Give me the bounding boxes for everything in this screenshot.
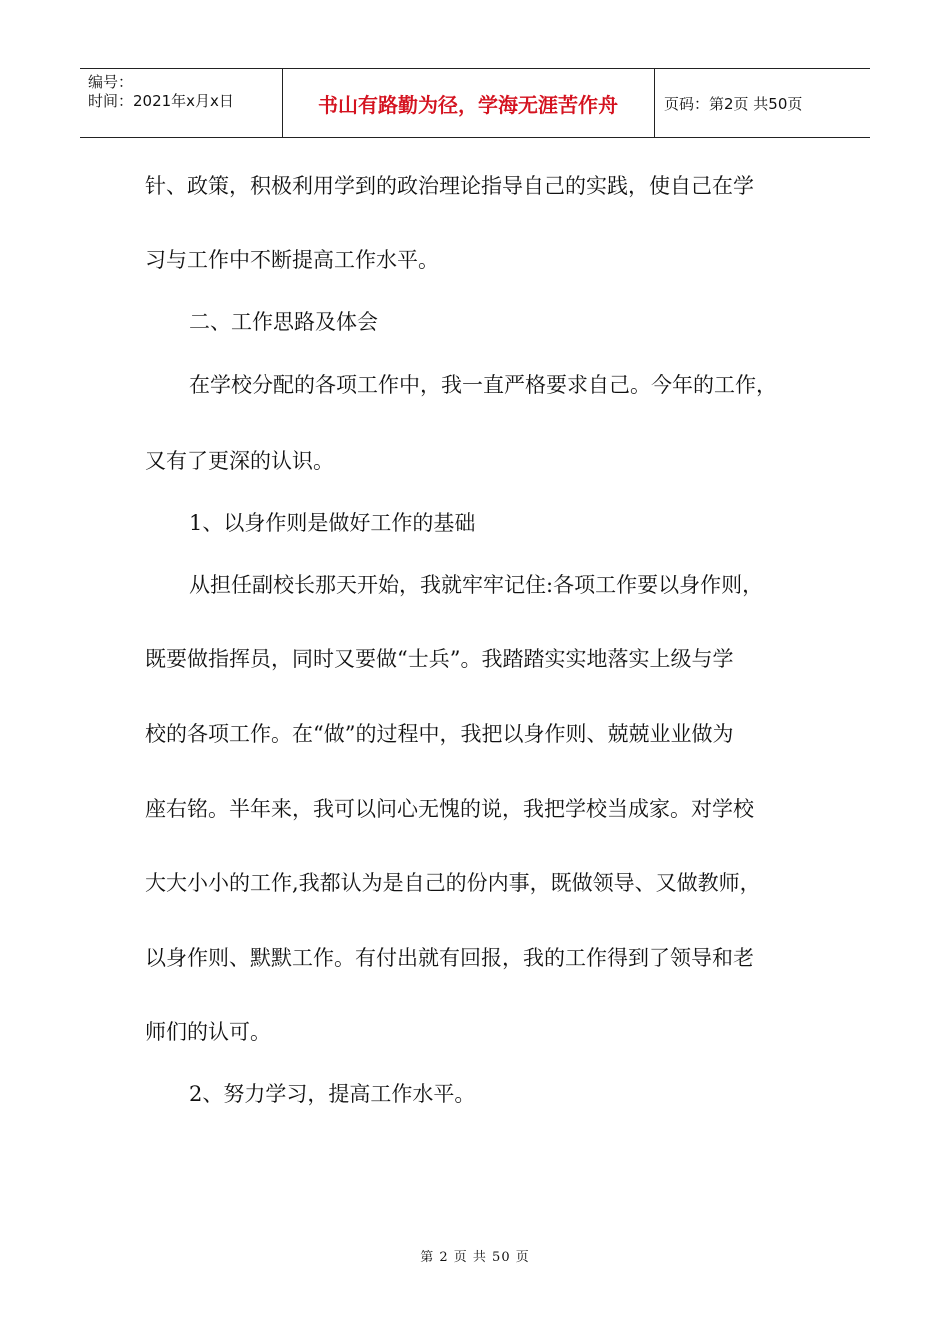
document-time-label: 时间：2021年x月x日 xyxy=(88,92,234,110)
body-line: 从担任副校长那天开始，我就牢牢记住:各项工作要以身作则， xyxy=(189,573,764,597)
body-line: 大大小小的工作,我都认为是自己的份内事，既做领导、又做教师， xyxy=(145,871,761,895)
header-page-info: 页码：第2页 共50页 xyxy=(664,94,803,113)
document-number-label: 编号： xyxy=(88,73,134,91)
page-footer: 第 2 页 共 50 页 xyxy=(420,1250,530,1265)
body-line: 在学校分配的各项工作中，我一直严格要求自己。今年的工作， xyxy=(189,373,777,397)
page-header xyxy=(80,68,870,138)
body-line: 座右铭。半年来，我可以问心无愧的说，我把学校当成家。对学校 xyxy=(145,797,754,821)
section-heading: 二、工作思路及体会 xyxy=(189,310,378,334)
body-line: 又有了更深的认识。 xyxy=(145,449,334,473)
body-line: 校的各项工作。在“做”的过程中，我把以身作则、兢兢业业做为 xyxy=(145,722,734,746)
body-line: 师们的认可。 xyxy=(145,1020,271,1044)
body-line: 既要做指挥员，同时又要做“士兵”。我踏踏实实地落实上级与学 xyxy=(145,647,734,671)
header-motto: 书山有路勤为径，学海无涯苦作舟 xyxy=(282,69,655,137)
subsection-heading: 1、以身作则是做好工作的基础 xyxy=(189,511,476,535)
body-line: 针、政策，积极利用学到的政治理论指导自己的实践，使自己在学 xyxy=(145,174,754,198)
body-line: 习与工作中不断提高工作水平。 xyxy=(145,248,439,272)
header-meta-cell xyxy=(80,69,283,137)
body-line: 以身作则、默默工作。有付出就有回报，我的工作得到了领导和老 xyxy=(145,946,754,970)
subsection-heading: 2、努力学习，提高工作水平。 xyxy=(189,1082,476,1106)
